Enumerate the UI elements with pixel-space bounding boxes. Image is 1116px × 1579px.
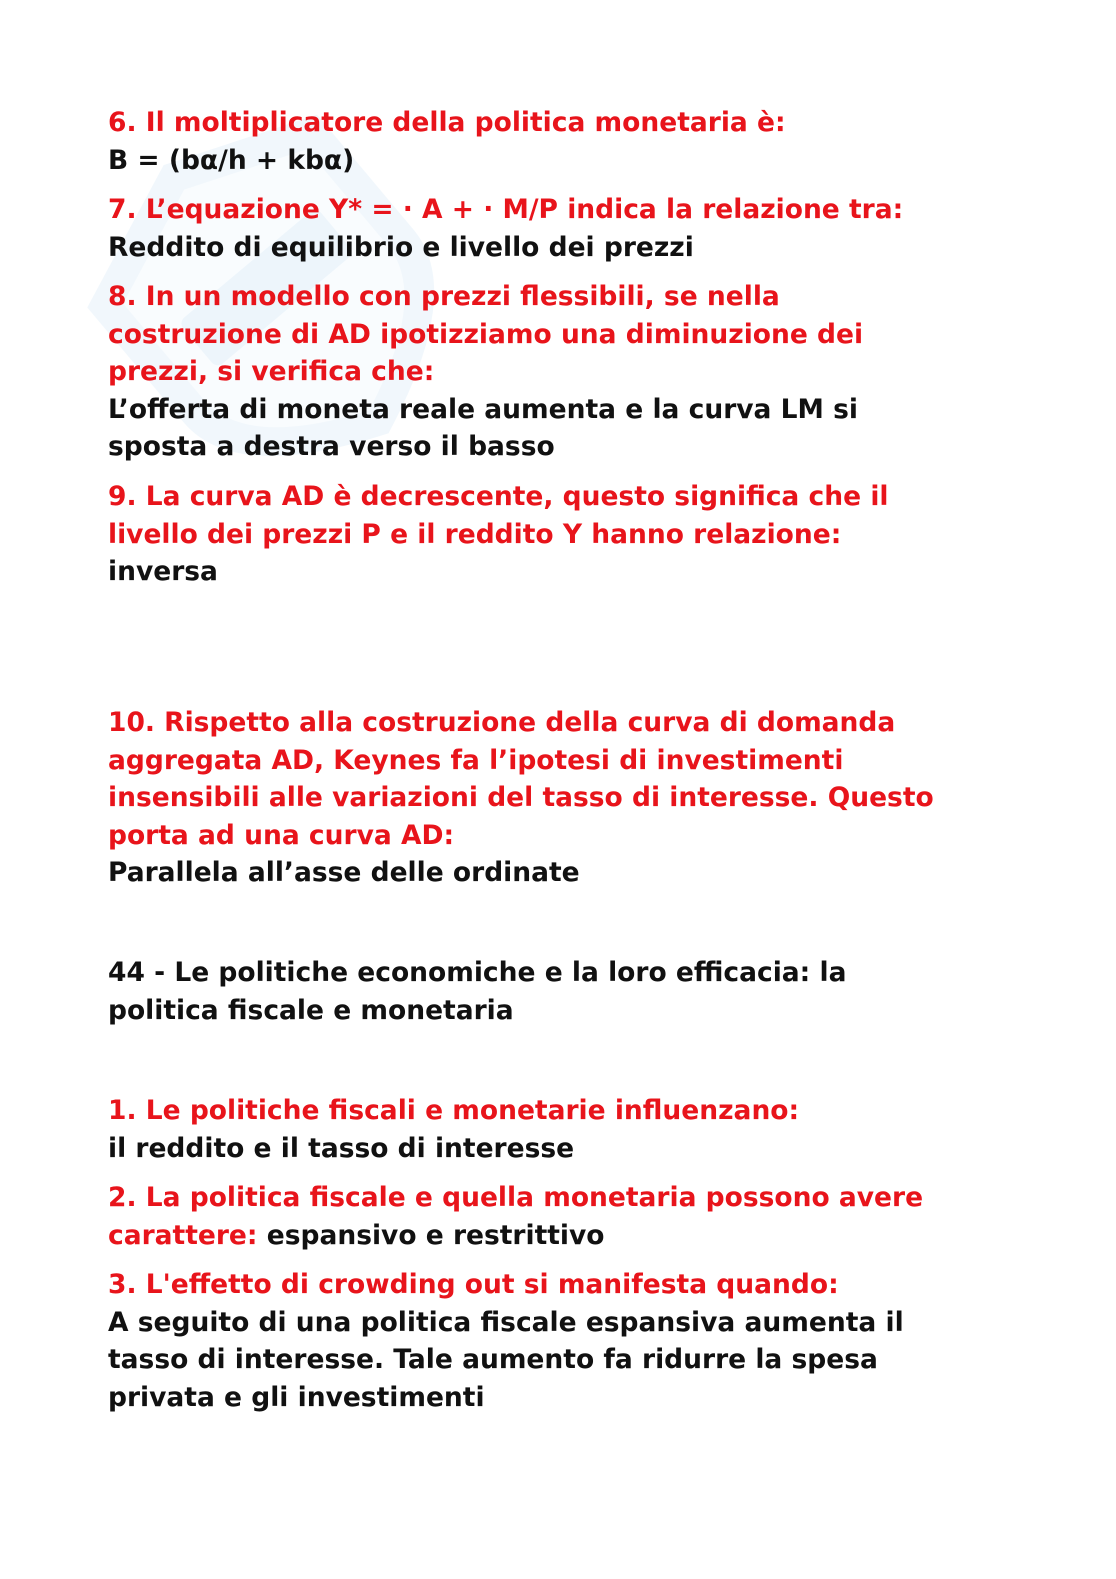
question-text: 3. L'effetto di crowding out si manifesta quando: [108,1269,839,1300]
answer-text: privata e gli investimenti [108,1381,485,1413]
question-text: insensibili alle variazioni del tasso di interesse. Questo [108,782,934,814]
question-text: prezzi, si verifica che: [108,356,435,388]
answer-text: A seguito di una politica fiscale espansiva aumenta il [108,1306,904,1338]
qa-section-item-1 [108,1092,1008,1167]
question-text: 2. La politica fiscale e quella monetaria possono avere [108,1182,924,1213]
section-title-line: 44 - Le politiche economiche e la loro efficacia: la [108,957,847,988]
question-text: 10. Rispetto alla costruzione della curva di domanda [108,707,896,738]
answer-text: Reddito di equilibrio e livello dei prezzi [108,231,694,263]
qa-item-9 [108,478,1008,591]
answer-text: tasso di interesse. Tale aumento fa ridurre la spesa [108,1344,878,1376]
answer-text: espansivo e restrittivo [257,1219,605,1251]
question-text: 7. L’equazione Y* = · A + · M/P indica la relazione tra: [108,194,904,225]
qa-section-item-3 [108,1266,1008,1416]
answer-text: sposta a destra verso il basso [108,431,555,463]
question-text: 1. Le politiche fiscali e monetarie influenzano: [108,1095,800,1126]
qa-item-6 [108,104,1008,179]
question-text: livello dei prezzi P e il reddito Y hanno relazione: [108,518,842,550]
qa-item-7 [108,191,1008,266]
question-text: aggregata AD, Keynes fa l’ipotesi di investimenti [108,744,844,776]
question-text: carattere: [108,1219,258,1251]
answer-text: Parallela all’asse delle ordinate [108,857,580,889]
qa-item-10 [108,704,1008,892]
answer-text: B = (bα/h + kbα) [108,144,355,176]
section-title-line: politica fiscale e monetaria [108,994,514,1026]
question-text: costruzione di AD ipotizziamo una diminuzione dei [108,318,864,350]
section-title [108,954,1008,1029]
mixed-line [108,1217,1008,1255]
question-text: 6. Il moltiplicatore della politica monetaria è: [108,107,786,138]
answer-text: inversa [108,556,218,588]
qa-item-8 [108,278,1008,466]
question-text: porta ad una curva AD: [108,819,455,851]
answer-text: L’offerta di moneta reale aumenta e la curva LM si [108,393,858,425]
question-text: 8. In un modello con prezzi flessibili, se nella [108,281,780,312]
answer-text: il reddito e il tasso di interesse [108,1132,575,1164]
qa-section-item-2 [108,1179,1008,1254]
question-text: 9. La curva AD è decrescente, questo significa che il [108,481,889,512]
